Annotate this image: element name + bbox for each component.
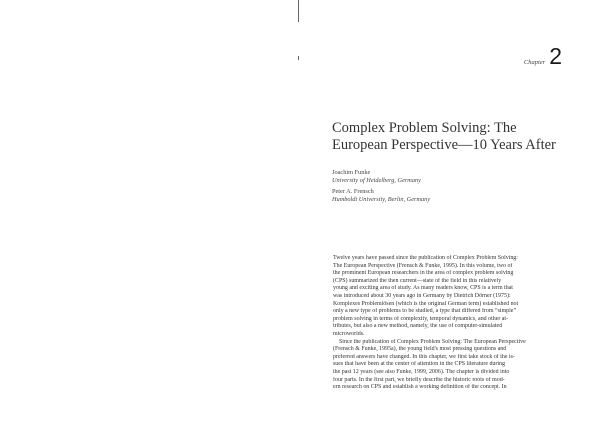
text-line: four parts. In the first part, we briefly describe the historic roots of mod-: [333, 376, 505, 383]
chapter-number: 2: [549, 43, 562, 69]
text-line: ern research on CPS and establish a working definition of the concept. In: [333, 384, 507, 391]
text-line: Since the publication of Complex Problem Solving: The European Perspective: [339, 338, 526, 345]
chapter-label: [524, 45, 562, 68]
text-line: the past 12 years (see also Funke, 1999, 2006). The chapter is divided into: [333, 368, 510, 375]
text-line: (CPS) summarized the then current—state of the field in this relatively: [333, 277, 502, 284]
body-text: [333, 255, 585, 392]
paragraph-1: [333, 255, 585, 339]
page-gutter-tick: [298, 56, 299, 60]
author-block: [332, 188, 430, 204]
text-line: Twelve years have passed since the publication of Complex Problem Solving:: [333, 255, 518, 261]
text-line: The European Perspective (Frensch & Funke, 1995). In this volume, two of: [333, 262, 513, 269]
text-line: was introduced about 30 years ago in Germany by Dietrich Dörner (1975):: [333, 292, 511, 299]
author-affiliation: Humboldt University, Berlin, Germany: [332, 196, 431, 203]
page-gutter-line: [298, 0, 299, 22]
author-block: [332, 169, 421, 185]
text-line: Komplexes Problemlösen (which is the original German term) established not: [333, 300, 519, 307]
chapter-title: [332, 120, 572, 154]
paragraph-2: [333, 339, 585, 392]
author-affiliation: University of Heidelberg, Germany: [332, 177, 421, 184]
text-line: preferred answers have changed. In this chapter, we first take stock of the is-: [333, 353, 515, 360]
text-line: sues that have been at the center of attention in the CPS literature during: [333, 361, 505, 368]
text-line: only a new type of problems to be studied, a type that differed from “simple”: [333, 308, 517, 315]
text-line: problem solving in terms of complexity, temporal dynamics, and other at-: [333, 315, 509, 322]
chapter-title-line: European Perspective—10 Years After: [332, 137, 556, 153]
text-line: microworlds.: [333, 330, 365, 337]
chapter-title-line: Complex Problem Solving: The: [332, 120, 517, 136]
text-line: (Frensch & Funke, 1995a), the young field's most pressing questions and: [333, 346, 507, 353]
text-line: the prominent European researchers in the area of complex problem solving: [333, 270, 514, 277]
author-name: Joachim Funke: [332, 169, 371, 176]
author-name: Peter A. Frensch: [332, 188, 374, 195]
text-line: young and exciting area of study. As many readers know, CPS is a term that: [333, 285, 513, 292]
chapter-word: Chapter: [523, 59, 546, 66]
text-line: tributes, but also a new method, namely, the use of computer-simulated: [333, 323, 503, 330]
